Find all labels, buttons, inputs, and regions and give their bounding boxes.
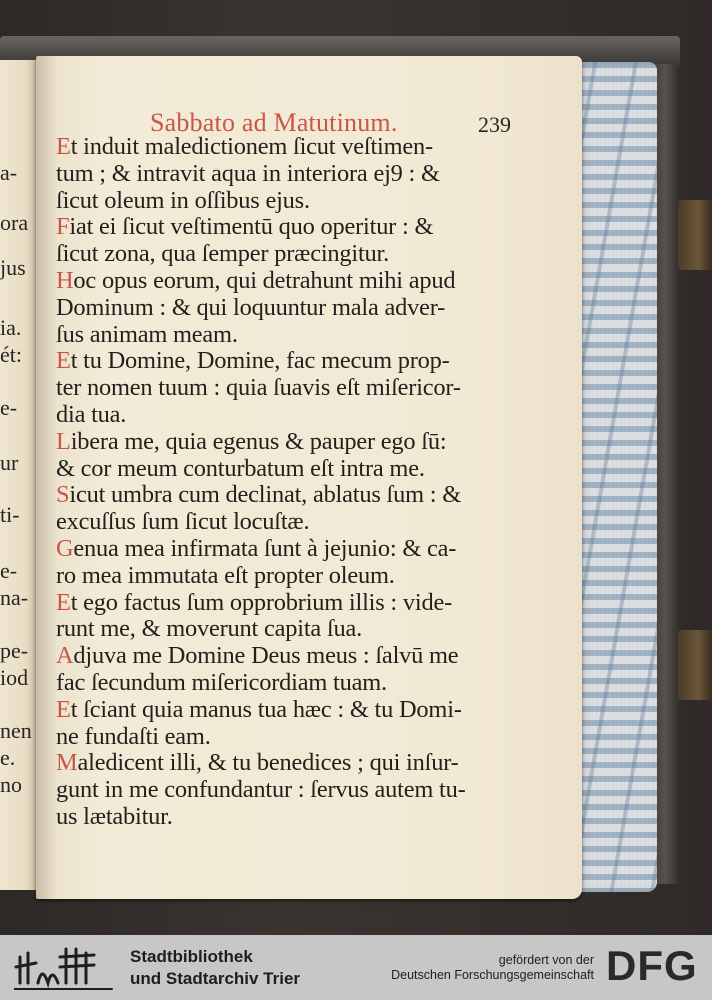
verse-line-text: dia tua. (56, 400, 127, 428)
verse-line-text: djuva me Domine Deus meus : ſalvū me (73, 642, 459, 670)
verse-line (56, 268, 526, 295)
funding-line2: Deutschen Forschungsgemeinschaft (391, 968, 594, 982)
verse-line-text: tum ; & intravit aqua in interiora ej9 : & (56, 159, 440, 187)
verse-line (56, 322, 526, 349)
verse-line-text: ne fundaſti eam. (56, 722, 211, 750)
verse-line (56, 536, 526, 563)
verse-line-text: t induit maledictionem ſicut veſtimen- (70, 133, 433, 160)
library-name-line1: Stadtbibliothek (130, 947, 253, 966)
verse-line (56, 590, 526, 617)
left-page-fragment: a- (0, 160, 18, 185)
verse-line (56, 482, 526, 509)
red-initial: E (56, 695, 71, 723)
left-page-fragment: na- (0, 585, 29, 610)
verse-line (56, 348, 526, 375)
left-page-fragment: ti- (0, 502, 20, 527)
verse-line-text: t ego factus ſum opprobrium illis : vide- (70, 588, 453, 616)
red-initial: S (56, 481, 70, 509)
library-name-line2: und Stadtarchiv Trier (130, 969, 301, 988)
verse-line (56, 161, 526, 188)
verse-line (56, 750, 526, 777)
verse-line (56, 777, 526, 804)
verse-line (56, 214, 526, 241)
verse-line-text: excuſſus ſum ſicut locuſtæ. (56, 508, 310, 536)
verse-line-text: ſus animam meam. (56, 320, 238, 348)
verse-line (56, 188, 526, 215)
red-initial: A (56, 642, 74, 670)
page-edge (575, 62, 657, 892)
left-page-fragment: nen (0, 718, 32, 743)
verse-line (56, 429, 526, 456)
verse-line-text: ſicut oleum in oſſibus ejus. (56, 186, 310, 214)
red-initial: L (56, 427, 71, 455)
verse-line (56, 134, 526, 161)
verse-line-text: ter nomen tuum : quia ſuavis eſt miſericor- (56, 374, 461, 402)
verse-line (56, 616, 526, 643)
verse-line (56, 241, 526, 268)
verse-line-text: us lætabitur. (56, 802, 173, 830)
red-initial: G (56, 534, 74, 562)
verse-line-text: oc opus eorum, qui detrahunt mihi apud (73, 266, 456, 294)
verse-line-text: ſicut zona, qua ſemper præcingitur. (56, 240, 390, 268)
verse-line-text: runt me, & moverunt capita ſua. (56, 615, 363, 643)
verse-line (56, 804, 526, 831)
left-page-fragment: ora (0, 210, 29, 235)
verse-line (56, 563, 526, 590)
verse-line-text: fac ſecundum miſericordiam tuam. (56, 668, 387, 696)
verse-line-text: & cor meum conturbatum eſt intra me. (56, 454, 425, 482)
verse-line-text: gunt in me confundantur : ſervus autem tu- (56, 776, 466, 804)
verse-line (56, 295, 526, 322)
verse-line-text: aledicent illi, & tu benedices ; qui inſur- (77, 749, 459, 777)
verse-line (56, 456, 526, 483)
verse-line-text: t ſciant quia manus tua hæc : & tu Domi- (70, 695, 462, 723)
running-head: Sabbato ad Matutinum. (150, 108, 398, 137)
left-page-fragment: ia. (0, 315, 22, 340)
left-page-fragment: e- (0, 395, 18, 420)
psalm-text (56, 134, 526, 831)
verse-line (56, 724, 526, 751)
left-page-fragment: e- (0, 558, 18, 583)
red-initial: H (56, 266, 74, 294)
clasp-top (678, 200, 712, 270)
verse-line-text: ibera me, quia egenus & pauper ego ſū: (70, 427, 447, 455)
red-initial: F (56, 213, 70, 241)
left-page-fragment: ét: (0, 342, 22, 367)
dfg-logo: DFG (606, 942, 698, 989)
footer-bar (0, 935, 712, 1000)
verse-line (56, 670, 526, 697)
verse-line-text: enua mea infirmata ſunt à jejunio: & ca- (73, 534, 457, 562)
verse-line-text: Dominum : & qui loquuntur mala adver- (56, 293, 446, 321)
left-page-text (0, 60, 38, 890)
verse-line (56, 509, 526, 536)
red-initial: E (56, 133, 71, 160)
clasp-bottom (678, 630, 712, 700)
verse-line (56, 402, 526, 429)
verse-line-text: iat ei ſicut veſtimentū quo operitur : & (69, 213, 434, 241)
page-number: 239 (478, 112, 511, 137)
verse-line-text: ro mea immutata eſt propter oleum. (56, 561, 395, 589)
left-page-fragment: no (0, 772, 22, 797)
red-initial: E (56, 588, 71, 616)
verse-line (56, 375, 526, 402)
library-logo (14, 943, 114, 993)
verse-line-text: t tu Domine, Domine, fac mecum prop- (70, 347, 450, 375)
left-page (0, 60, 38, 890)
left-page-fragment: pe- (0, 638, 29, 663)
left-page-fragment: ur (0, 450, 19, 475)
left-page-fragment: iod (0, 665, 29, 690)
verse-line (56, 643, 526, 670)
left-page-fragment: e. (0, 745, 16, 770)
verse-line-text: icut umbra cum declinat, ablatus ſum : & (69, 481, 462, 509)
red-initial: E (56, 347, 71, 375)
left-page-fragment: jus (0, 255, 26, 280)
funding-line1: gefördert von der (498, 953, 594, 967)
red-initial: M (56, 749, 78, 777)
verse-line (56, 697, 526, 724)
